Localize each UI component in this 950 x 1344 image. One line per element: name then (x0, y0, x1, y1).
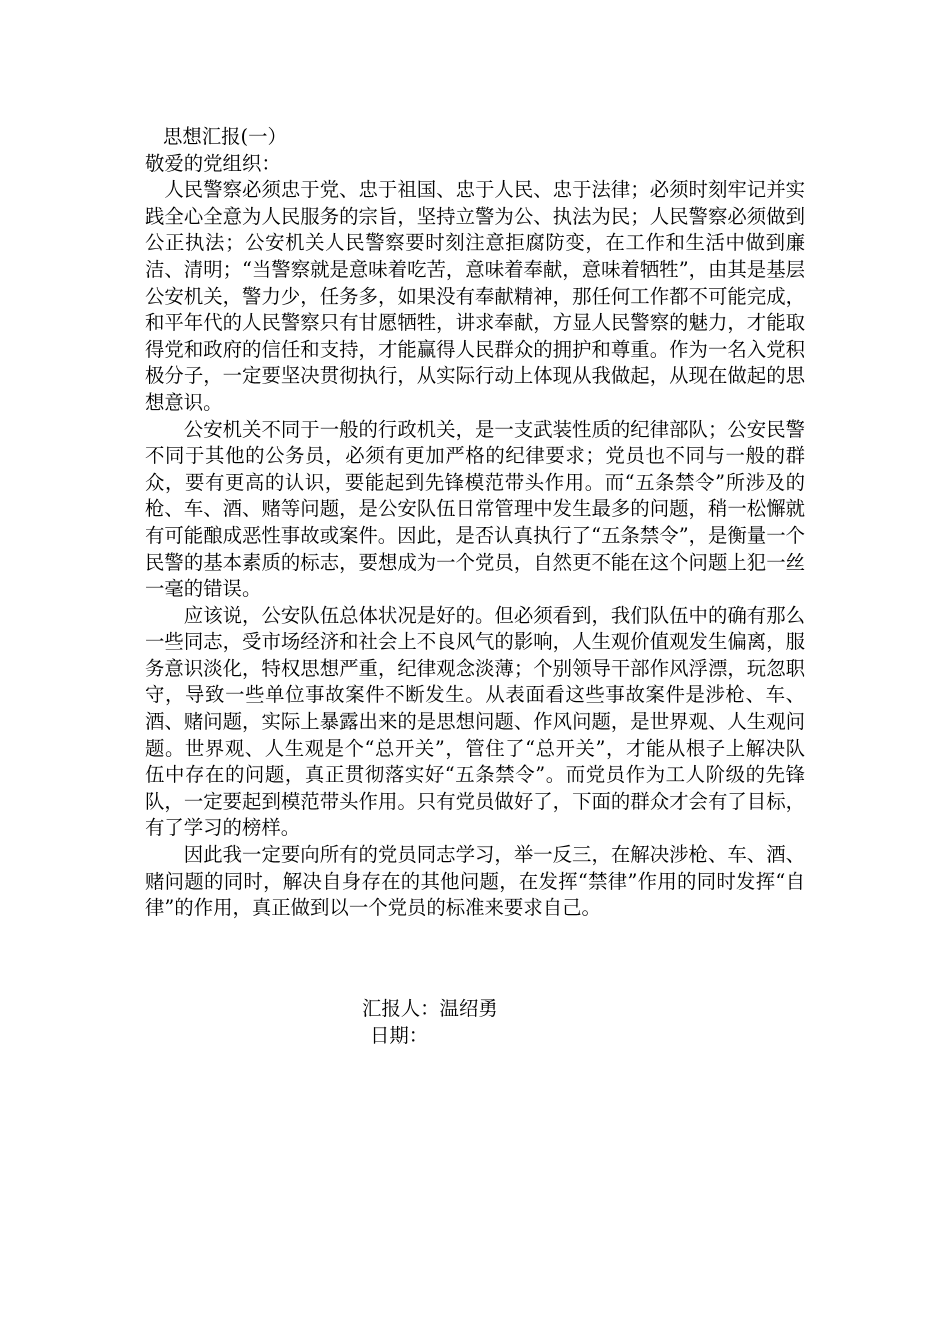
date-line: 日期： (370, 1023, 429, 1047)
reporter-line: 汇报人：温绍勇 (362, 997, 498, 1020)
salutation: 敬爱的党组织： (145, 151, 281, 175)
paragraph-2: 公安机关不同于一般的行政机关，是一支武装性质的纪律部队；公安民警不同于其他的公务员，必须有更加严格的纪律要求；党员也不同与一般的群众，要有更高的认识，要能起到先锋模范带头作用。而“五条禁令”所涉及的枪、车、酒、赌等问题，是公安队伍日常管理中发生最多的问题，稍一松懈就有可能酿成恶性事故或案件。因此，是否认真执行了“五条禁令”，是衡量一个民警的基本素质的标志，要想成为一个党员，自然更不能在这个问题上犯一丝一毫的错误。 (145, 417, 805, 601)
paragraph-1: 人民警察必须忠于党、忠于祖国、忠于人民、忠于法律；必须时刻牢记并实践全心全意为人民服务的宗旨，坚持立警为公、执法为民；人民警察必须做到公正执法；公安机关人民警察要时刻注意拒腐防变，在工作和生活中做到廉洁、清明；“当警察就是意味着吃苦，意味着奉献，意味着牺牲”，由其是基层公安机关，警力少，任务多，如果没有奉献精神，那任何工作都不可能完成，和平年代的人民警察只有甘愿牺牲，讲求奉献，方显人民警察的魅力，才能取得党和政府的信任和支持，才能赢得人民群众的拥护和尊重。作为一名入党积极分子，一定要坚决贯彻执行，从实际行动上体现从我做起，从现在做起的思想意识。 (145, 178, 805, 414)
document-title: 思想汇报(一） (163, 125, 287, 148)
document-body (145, 124, 805, 922)
paragraph-3: 应该说，公安队伍总体状况是好的。但必须看到，我们队伍中的确有那么一些同志，受市场经济和社会上不良风气的影响，人生观价值观发生偏离，服务意识淡化，特权思想严重，纪律观念淡薄；个别领导干部作风浮漂，玩忽职守，导致一些单位事故案件不断发生。从表面看这些事故案件是涉枪、车、酒、赌问题，实际上暴露出来的是思想问题、作风问题，是世界观、人生观问题。世界观、人生观是个“总开关”，管住了“总开关”，才能从根子上解决队伍中存在的问题，真正贯彻落实好“五条禁令”。而党员作为工人阶级的先锋队，一定要起到模范带头作用。只有党员做好了，下面的群众才会有了目标，有了学习的榜样。 (145, 603, 805, 840)
signature-block (362, 996, 498, 1049)
paragraph-4: 因此我一定要向所有的党员同志学习，举一反三，在解决涉枪、车、酒、赌问题的同时，解决自身存在的其他问题，在发挥“禁律”作用的同时发挥“自律”的作用，真正做到以一个党员的标准来要求自己。 (145, 843, 805, 920)
